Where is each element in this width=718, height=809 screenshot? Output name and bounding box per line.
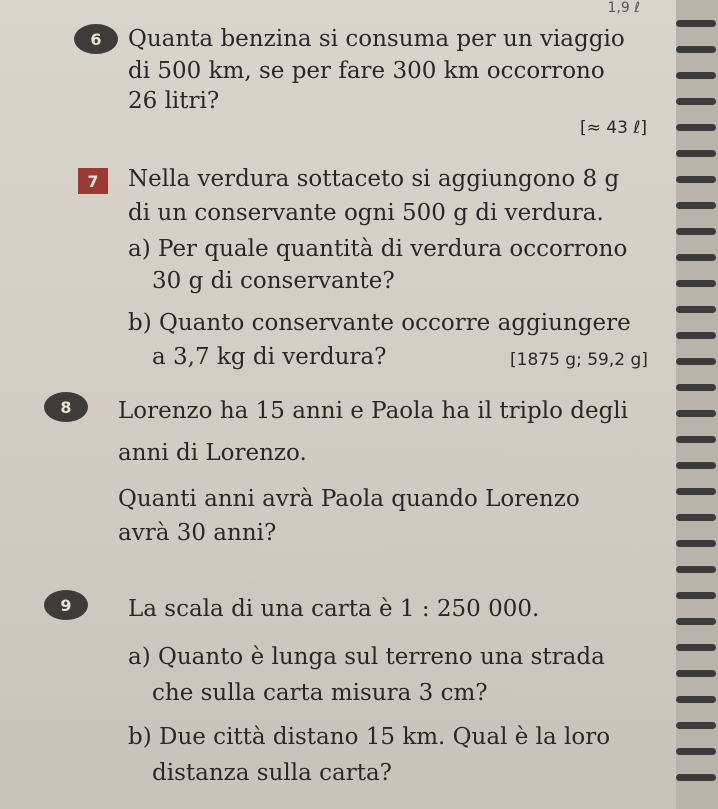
ex8-line-4: avrà 30 anni? [118, 520, 277, 546]
ex8-line-3: Quanti anni avrà Paola quando Lorenzo [118, 486, 580, 512]
spiral-ring [676, 566, 716, 573]
ex6-line-1: Quanta benzina si consuma per un viaggio [128, 26, 625, 52]
spiral-ring [676, 696, 716, 703]
spiral-ring [676, 124, 716, 131]
spiral-ring [676, 748, 716, 755]
ex9-line-a2: che sulla carta misura 3 cm? [152, 680, 488, 706]
spiral-ring [676, 358, 716, 365]
spiral-ring [676, 436, 716, 443]
spiral-ring [676, 254, 716, 261]
ex6-line-3: 26 litri? [128, 88, 220, 114]
ex6-answer: [≈ 43 ℓ] [580, 118, 647, 138]
ex7-line-a: a) Per quale quantità di verdura occorrono [128, 236, 628, 262]
ex7-line-b2: a 3,7 kg di verdura? [152, 344, 387, 370]
exercise-number-7: 7 [78, 168, 108, 194]
ex6-line-2: di 500 km, se per fare 300 km occorrono [128, 58, 605, 84]
ex9-line-b: b) Due città distano 15 km. Qual è la loro [128, 724, 611, 750]
spiral-ring [676, 670, 716, 677]
ex9-line-b2: distanza sulla carta? [152, 760, 393, 786]
spiral-ring [676, 384, 716, 391]
spiral-ring [676, 618, 716, 625]
spiral-ring [676, 20, 716, 27]
spiral-ring [676, 306, 716, 313]
spiral-ring [676, 202, 716, 209]
spiral-ring [676, 410, 716, 417]
spiral-ring [676, 72, 716, 79]
ex8-line-2: anni di Lorenzo. [118, 440, 307, 466]
spiral-ring [676, 98, 716, 105]
spiral-ring [676, 332, 716, 339]
spiral-binding [676, 0, 718, 809]
ex7-answer: [1875 g; 59,2 g] [510, 350, 648, 370]
spiral-ring [676, 592, 716, 599]
spiral-ring [676, 540, 716, 547]
spiral-ring [676, 150, 716, 157]
ex8-line-1: Lorenzo ha 15 anni e Paola ha il triplo degli [118, 398, 628, 424]
spiral-ring [676, 46, 716, 53]
spiral-ring [676, 488, 716, 495]
spiral-ring [676, 514, 716, 521]
ex9-line-1: La scala di una carta è 1 : 250 000. [128, 596, 540, 622]
spiral-ring [676, 176, 716, 183]
spiral-ring [676, 280, 716, 287]
spiral-ring [676, 774, 716, 781]
ex7-line-a2: 30 g di conservante? [152, 268, 395, 294]
spiral-ring [676, 722, 716, 729]
ex7-line-2: di un conservante ogni 500 g di verdura. [128, 200, 604, 226]
exercise-number-6: 6 [74, 24, 118, 54]
ex7-line-1: Nella verdura sottaceto si aggiungono 8 g [128, 166, 620, 192]
corner-fragment: 1,9 ℓ [607, 0, 640, 16]
exercise-number-9: 9 [44, 590, 88, 620]
ex7-line-b: b) Quanto conservante occorre aggiungere [128, 310, 631, 336]
exercise-number-8: 8 [44, 392, 88, 422]
ex9-line-a: a) Quanto è lunga sul terreno una strada [128, 644, 605, 670]
spiral-ring [676, 462, 716, 469]
spiral-ring [676, 228, 716, 235]
spiral-ring [676, 644, 716, 651]
